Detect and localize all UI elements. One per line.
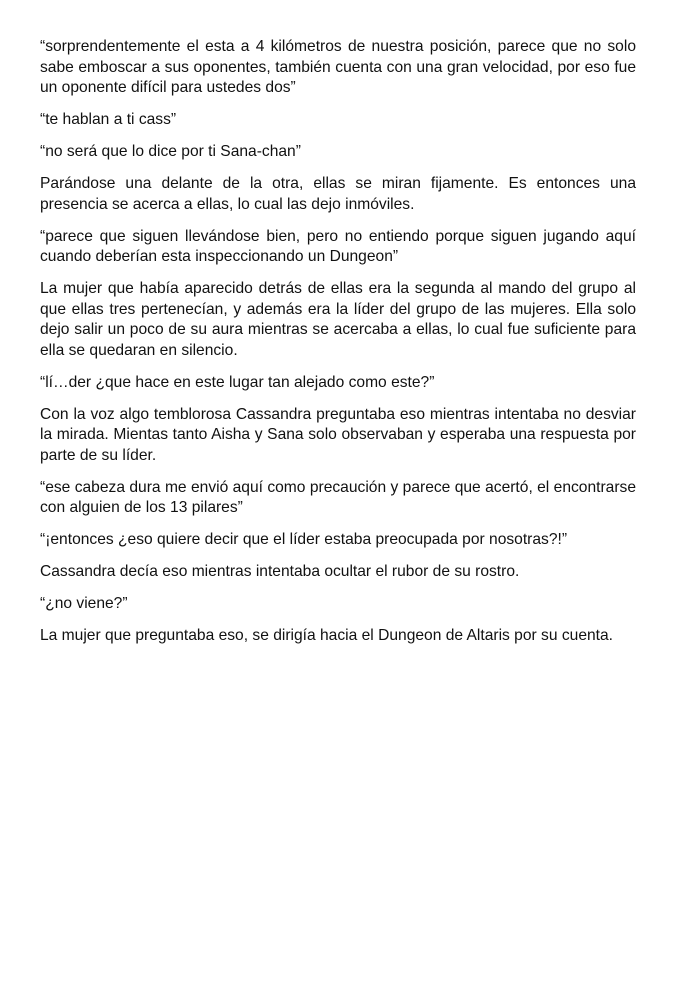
paragraph: Cassandra decía eso mientras intentaba ocultar el rubor de su rostro. — [40, 563, 520, 580]
paragraph: “te hablan a ti cass” — [40, 111, 177, 128]
paragraph: La mujer que preguntaba eso, se dirigía hacia el Dungeon de Altaris por su cuenta. — [40, 627, 614, 644]
paragraph: Con la voz algo temblorosa Cassandra preguntaba eso mientras intentaba no desviar la mirada. Mientas tanto Aisha y Sana solo observaban y esperaba una respuesta por parte de su líder. — [40, 405, 636, 464]
paragraph: “lí…der ¿que hace en este lugar tan alejado como este?” — [40, 373, 435, 391]
paragraph: “¡entonces ¿eso quiere decir que el líder estaba preocupada por nosotras?!” — [40, 531, 568, 548]
document-page — [40, 37, 636, 658]
paragraph: “no será que lo dice por ti Sana-chan” — [40, 143, 301, 160]
paragraph: “sorprendentemente el esta a 4 kilómetros de nuestra posición, parece que no solo sabe emboscar a sus oponentes, también cuenta con una gran velocidad, por eso fue un oponente difícil para ustedes dos” — [40, 38, 636, 96]
paragraph: Parándose una delante de la otra, ellas se miran fijamente. Es entonces una presencia se acerca a ellas, lo cual las dejo inmóviles. — [40, 175, 636, 213]
paragraph: “¿no viene?” — [40, 595, 128, 612]
paragraph: “ese cabeza dura me envió aquí como precaución y parece que acertó, el encontrarse con alguien de los 13 pilares” — [40, 478, 636, 516]
paragraph: “parece que siguen llevándose bien, pero no entiendo porque siguen jugando aquí cuando deberían esta inspeccionando un Dungeon” — [40, 227, 636, 265]
paragraph: La mujer que había aparecido detrás de ellas era la segunda al mando del grupo al que ellas tres pertenecían, y además era la líder del grupo de las mujeres. Ella solo dejo salir un poco de su aura mientras se acercaba a ellas, lo cual fue suficiente para ella se quedaran en silencio. — [40, 280, 636, 359]
